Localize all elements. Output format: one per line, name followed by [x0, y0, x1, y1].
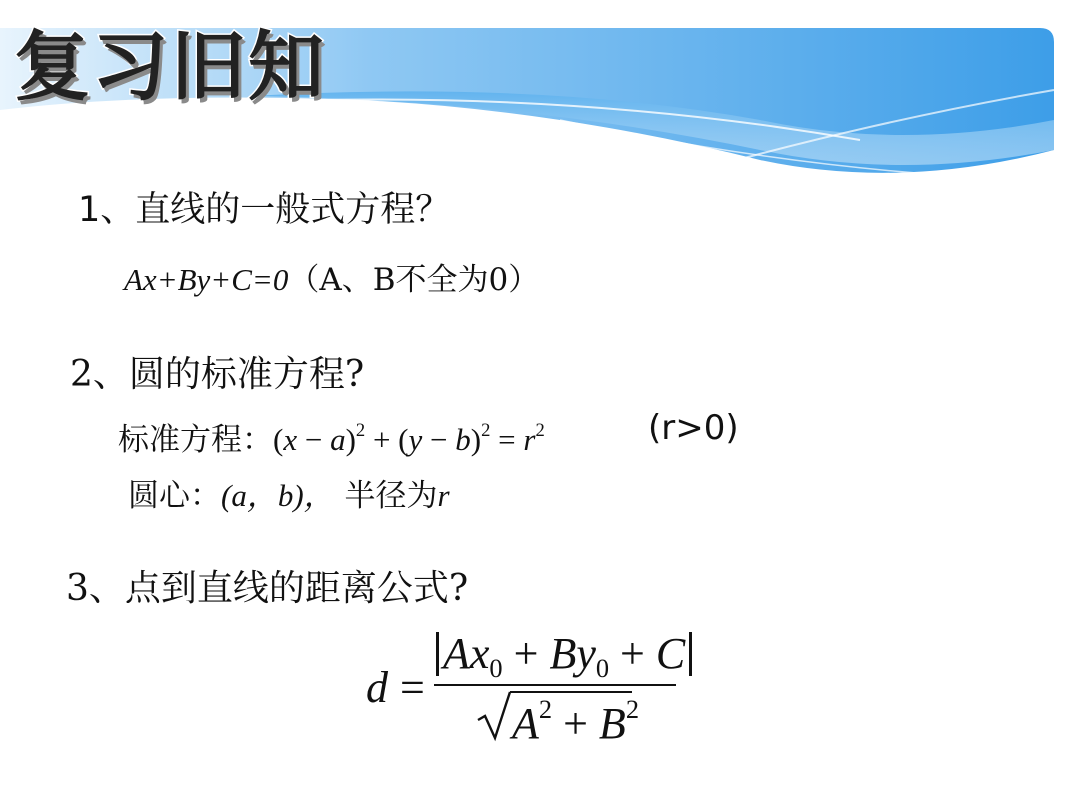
q2-standard-eq	[118, 414, 545, 459]
question-3: 3、点到直线的距离公式?	[66, 568, 469, 609]
q2-center-value: (a，b)，	[221, 478, 335, 513]
q2-formula: $(x - a)^2 + (y - b)^2 = r^2$	[273, 420, 545, 457]
formula-d: d	[366, 663, 388, 712]
page-title: 复习旧知	[14, 22, 326, 111]
q2-center-line	[128, 470, 450, 515]
q2-center-label: 圆心：	[128, 478, 221, 514]
q1-condition: （A、B不全为0）	[288, 262, 540, 298]
abs-bar-right	[689, 632, 692, 676]
formula-numerator: $Ax_0 + By_0 + C$	[436, 628, 692, 684]
question-2: 2、圆的标准方程?	[70, 354, 365, 395]
question-1: 1、直线的一般式方程？	[78, 190, 451, 230]
q1-answer	[124, 254, 539, 299]
q2-condition: (r>0)	[648, 408, 739, 448]
sqrt-vinculum	[510, 691, 632, 693]
formula-denominator: $A^2 + B^2$	[512, 694, 640, 748]
sqrt-sign	[476, 690, 514, 742]
abs-bar-left	[436, 632, 439, 676]
q1-equation: Ax+By+C=0	[124, 262, 289, 297]
distance-formula	[360, 628, 700, 748]
formula-equals: =	[400, 663, 425, 712]
q2-radius-symbol: r	[437, 478, 450, 513]
fraction-bar	[434, 684, 676, 686]
q2-radius-text: 半径为	[344, 478, 438, 514]
q2-label: 标准方程：	[118, 422, 273, 458]
